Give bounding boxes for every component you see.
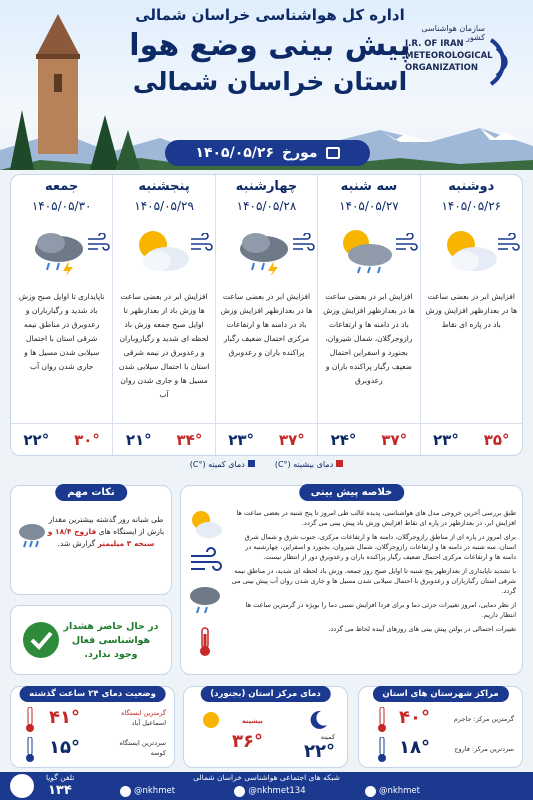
cities-title: مراکز شهرستان های استان: [372, 686, 508, 702]
calendar-icon: [326, 147, 340, 159]
past-min-station: کوسه: [150, 749, 166, 757]
check-icon: [23, 622, 59, 658]
center-title: دمای مرکز استان (بجنورد): [200, 686, 331, 702]
legend-min: دمای کمینه (°C): [190, 460, 255, 474]
legend-max: دمای بیشینه (°C): [275, 460, 343, 474]
organization-logo: [405, 22, 525, 102]
min-temp: ۲۴°: [330, 431, 357, 449]
sun-cloud-icon: [433, 225, 503, 275]
cities-max-label: گرمترین مرکز: جاجرم: [453, 715, 514, 723]
cities-box: [358, 686, 523, 768]
wind-icon: [189, 233, 213, 253]
summary-box: [180, 485, 523, 675]
temp-legend: [10, 460, 523, 474]
day-description: افزایش ابر در بعضی ساعت ها در بعدازظهر افزایش وزش باد در دامنه ها و ارتفاعات رازوجرگلان، شمال شیروان، بجنورد و اسفراین احتمال ضعیف رگبار پراکنده باران و رعدوبرق: [323, 292, 415, 385]
center-box: [183, 686, 348, 768]
thermometer-cold-icon: [25, 737, 35, 763]
telegram-link[interactable]: @nkhmet134: [234, 784, 305, 798]
phone-number: ۱۳۴: [48, 783, 72, 798]
main-title: پیش بینی وضع هوا: [129, 28, 411, 63]
past-min-label: سردترین ایستگاه: [119, 739, 166, 747]
center-min-label: کمینه: [320, 733, 335, 741]
day-column: [112, 175, 214, 455]
thermometer-hot-icon: [25, 707, 35, 733]
day-date: ۱۴۰۵/۰۵/۲۶: [441, 199, 502, 213]
cities-max-value: ۴۰°: [399, 707, 430, 728]
sun-cloud-rain-icon: [330, 225, 400, 275]
day-name: سه شنبه: [340, 179, 398, 194]
past-box: [10, 686, 175, 768]
day-date: ۱۴۰۵/۰۵/۲۷: [339, 199, 399, 213]
day-description: افزایش ابر در بعضی ساعت ها در بعدازظهر افزایش وزش باد در پاره ای نقاط: [425, 292, 518, 329]
day-temps: [11, 423, 112, 455]
min-temp: ۲۳°: [228, 431, 255, 449]
cities-min-label: سردترین مرکز: فاروج: [454, 745, 514, 753]
phone-label: تلفن گویا: [46, 773, 75, 782]
org-name-fa: سازمان هواشناسی کشور: [421, 24, 485, 42]
footer: [0, 772, 533, 800]
thermometer-cold-icon: [377, 737, 387, 763]
day-date: ۱۴۰۵/۰۵/۲۹: [134, 199, 194, 213]
center-max-value: ۳۶°: [232, 731, 263, 752]
past-title: وضعیت دمای ۲۴ ساعت گذشته: [19, 686, 166, 702]
sun-cloud-icon: [187, 508, 223, 540]
storm-cloud-icon: [187, 584, 223, 616]
office-title: اداره کل هواشناسی خراسان شمالی: [135, 6, 405, 24]
day-name: دوشنبه: [448, 179, 495, 194]
wind-icon: [86, 233, 110, 253]
eitaa-icon: [365, 786, 376, 797]
date-value: ۱۴۰۵/۰۵/۲۶: [195, 145, 274, 161]
trees-graphic: [0, 90, 140, 170]
min-temp: ۲۲°: [23, 431, 50, 449]
footer-title: شبکه های اجتماعی هواشناسی خراسان شمالی: [193, 773, 340, 782]
summary-title: خلاصه پیش بینی: [299, 484, 405, 501]
org-emblem-icon: [485, 32, 525, 92]
day-column: [11, 175, 112, 455]
instagram-icon: [120, 786, 131, 797]
day-description: ناپایداری تا اوایل صبح وزش باد شدید و رگبارباران و رعدوبرق در مناطق نیمه شرقی استان با احتمال سیلابی شدن مسیل ها و جاری شدن روان آب: [18, 292, 105, 371]
day-column: [420, 175, 522, 455]
summary-item: از نظر دمایی، امروز تغییرات جزئی دما و برای فردا افزایش نسبی دما را بویژه در گرمترین ساعت ها انتظار داریم.: [245, 601, 516, 619]
day-temps: [318, 423, 419, 455]
day-description: افزایش ابر در بعضی ساعت ها در بعدازظهر افزایش وزش باد در دامنه ها و ارتفاعات مرکزی احتمال ضعیف رگبار پراکنده باران و رعدوبرق: [220, 292, 313, 357]
past-max-value: ۴۱°: [49, 707, 80, 728]
day-column: [215, 175, 317, 455]
day-date: ۱۴۰۵/۰۵/۲۸: [236, 199, 297, 213]
day-temps: [216, 423, 317, 455]
cities-min-value: ۱۸°: [399, 737, 430, 758]
legend-max-swatch: [336, 460, 343, 467]
telegram-icon: [234, 786, 245, 797]
wind-icon: [291, 233, 315, 253]
notes-title: نکات مهم: [55, 484, 127, 501]
notes-highlight: فاروج ۱۸/۴ و سنخه ۳ میلیمتر: [47, 527, 155, 548]
past-min-value: ۱۵°: [49, 737, 80, 758]
social-links: [120, 784, 420, 798]
daily-forecast-table: [10, 174, 523, 456]
summary-item: برای امروز در پاره ای از مناطق رازوجرگلان، دامنه ها و ارتفاعات مرکزی، جنوب شرق و شمال شرق استان، سه شنبه در دامنه ها و ارتفاعات رازوجرگلان، شمال شیروان، بجنورد و اسفراین، چهارشنبه در دامنه ها و ارتفاعات مرکزی احتمال ضعیف رگبار پراکنده باران و رعدوبرق دور از انتظار نیست.: [244, 533, 516, 561]
thermometer-hot-icon: [377, 707, 387, 733]
sun-cloud-icon: [125, 225, 195, 275]
max-temp: ۳۷°: [278, 431, 305, 449]
alert-text: در حال حاضر هشدار هواشناسی فعال وجود ندارد.: [63, 621, 159, 660]
header: [0, 0, 533, 170]
day-description: افزایش ابر در بعضی ساعت ها وزش باد از بعدازظهر تا اوایل صبح جمعه وزش باد لحظه ای شدید و رگباروباران و رعدوبرق در نیمه شرقی استان با احتمال سیلابی شدن مسیل ها و جاری شدن روان آب: [118, 292, 210, 399]
notes-text: طی شبانه روز گذشته بیشترین مقدار بارش از ایستگاه های فاروج ۱۸/۴ و سنخه ۳ میلیمتر گزارش شد.: [47, 515, 165, 548]
moon-icon: [307, 709, 329, 731]
summary-list: [231, 508, 516, 638]
day-temps: [421, 423, 522, 455]
instagram-link[interactable]: @nkhmet: [120, 784, 175, 798]
storm-cloud-icon: [228, 225, 298, 275]
province-title: استان خراسان شمالی: [132, 67, 408, 96]
day-date: ۱۴۰۵/۰۵/۳۰: [31, 199, 92, 213]
max-temp: ۳۷°: [381, 431, 408, 449]
eitaa-link[interactable]: @nkhmet: [365, 784, 420, 798]
max-temp: ۳۵°: [483, 431, 510, 449]
alert-box: [10, 605, 172, 675]
storm-cloud-icon: [23, 225, 93, 275]
date-band: [165, 140, 370, 166]
past-max-label: گرمترین ایستگاه: [121, 709, 166, 717]
day-column: [317, 175, 419, 455]
phone-line[interactable]: [8, 772, 118, 800]
notes-box: [10, 485, 172, 595]
title-block: [120, 6, 420, 96]
day-name: جمعه: [45, 179, 79, 194]
thermometer-icon: [187, 626, 223, 658]
wind-icon: [496, 233, 520, 253]
day-name: چهارشنبه: [235, 179, 298, 194]
center-max-label: بیشینه: [242, 717, 263, 725]
max-temp: ۳۰°: [74, 431, 100, 449]
min-temp: ۲۳°: [433, 431, 459, 449]
summary-item: با تشدید ناپایداری از بعدازظهر پنج شنبه تا اوایل صبح روز جمعه، وزش باد لحظه ای شدید، در مناطق نیمه شرقی استان رگبارباران و رعدوبرق با احتمال سیلابی شدن مسیل ها و جاری شدن روان آب پیش بینی می گردد.: [231, 567, 516, 595]
past-max-station: اسماعیل آباد: [131, 719, 166, 727]
center-min-value: ۲۲°: [304, 741, 335, 762]
wind-icon: [394, 233, 418, 253]
day-name: پنجشنبه: [138, 179, 190, 194]
org-name-en: I.R. OF IRAN METEOROLOGICAL ORGANIZATION: [405, 39, 493, 73]
phone-icon: [10, 774, 34, 798]
wind-icon: [187, 546, 223, 578]
sun-icon: [198, 707, 224, 733]
rain-cloud-icon: [17, 520, 47, 550]
date-label: مورخ: [282, 145, 318, 161]
summary-item: تغییرات احتمالی در بولتن پیش بینی های روزهای آینده لحاظ می گردد.: [328, 625, 516, 633]
min-temp: ۲۱°: [125, 431, 152, 449]
summary-item: طبق بررسی آخرین خروجی مدل های هواشناسی، پدیده غالب طی امروز تا پنج شنبه در بعضی ساعت ها افزایش ابر، در بعدازظهر در پاره ای نقاط افزایش وزش باد پیش بینی می گردد.: [236, 509, 516, 527]
day-temps: [113, 423, 214, 455]
legend-min-swatch: [248, 460, 255, 467]
max-temp: ۳۴°: [176, 431, 203, 449]
